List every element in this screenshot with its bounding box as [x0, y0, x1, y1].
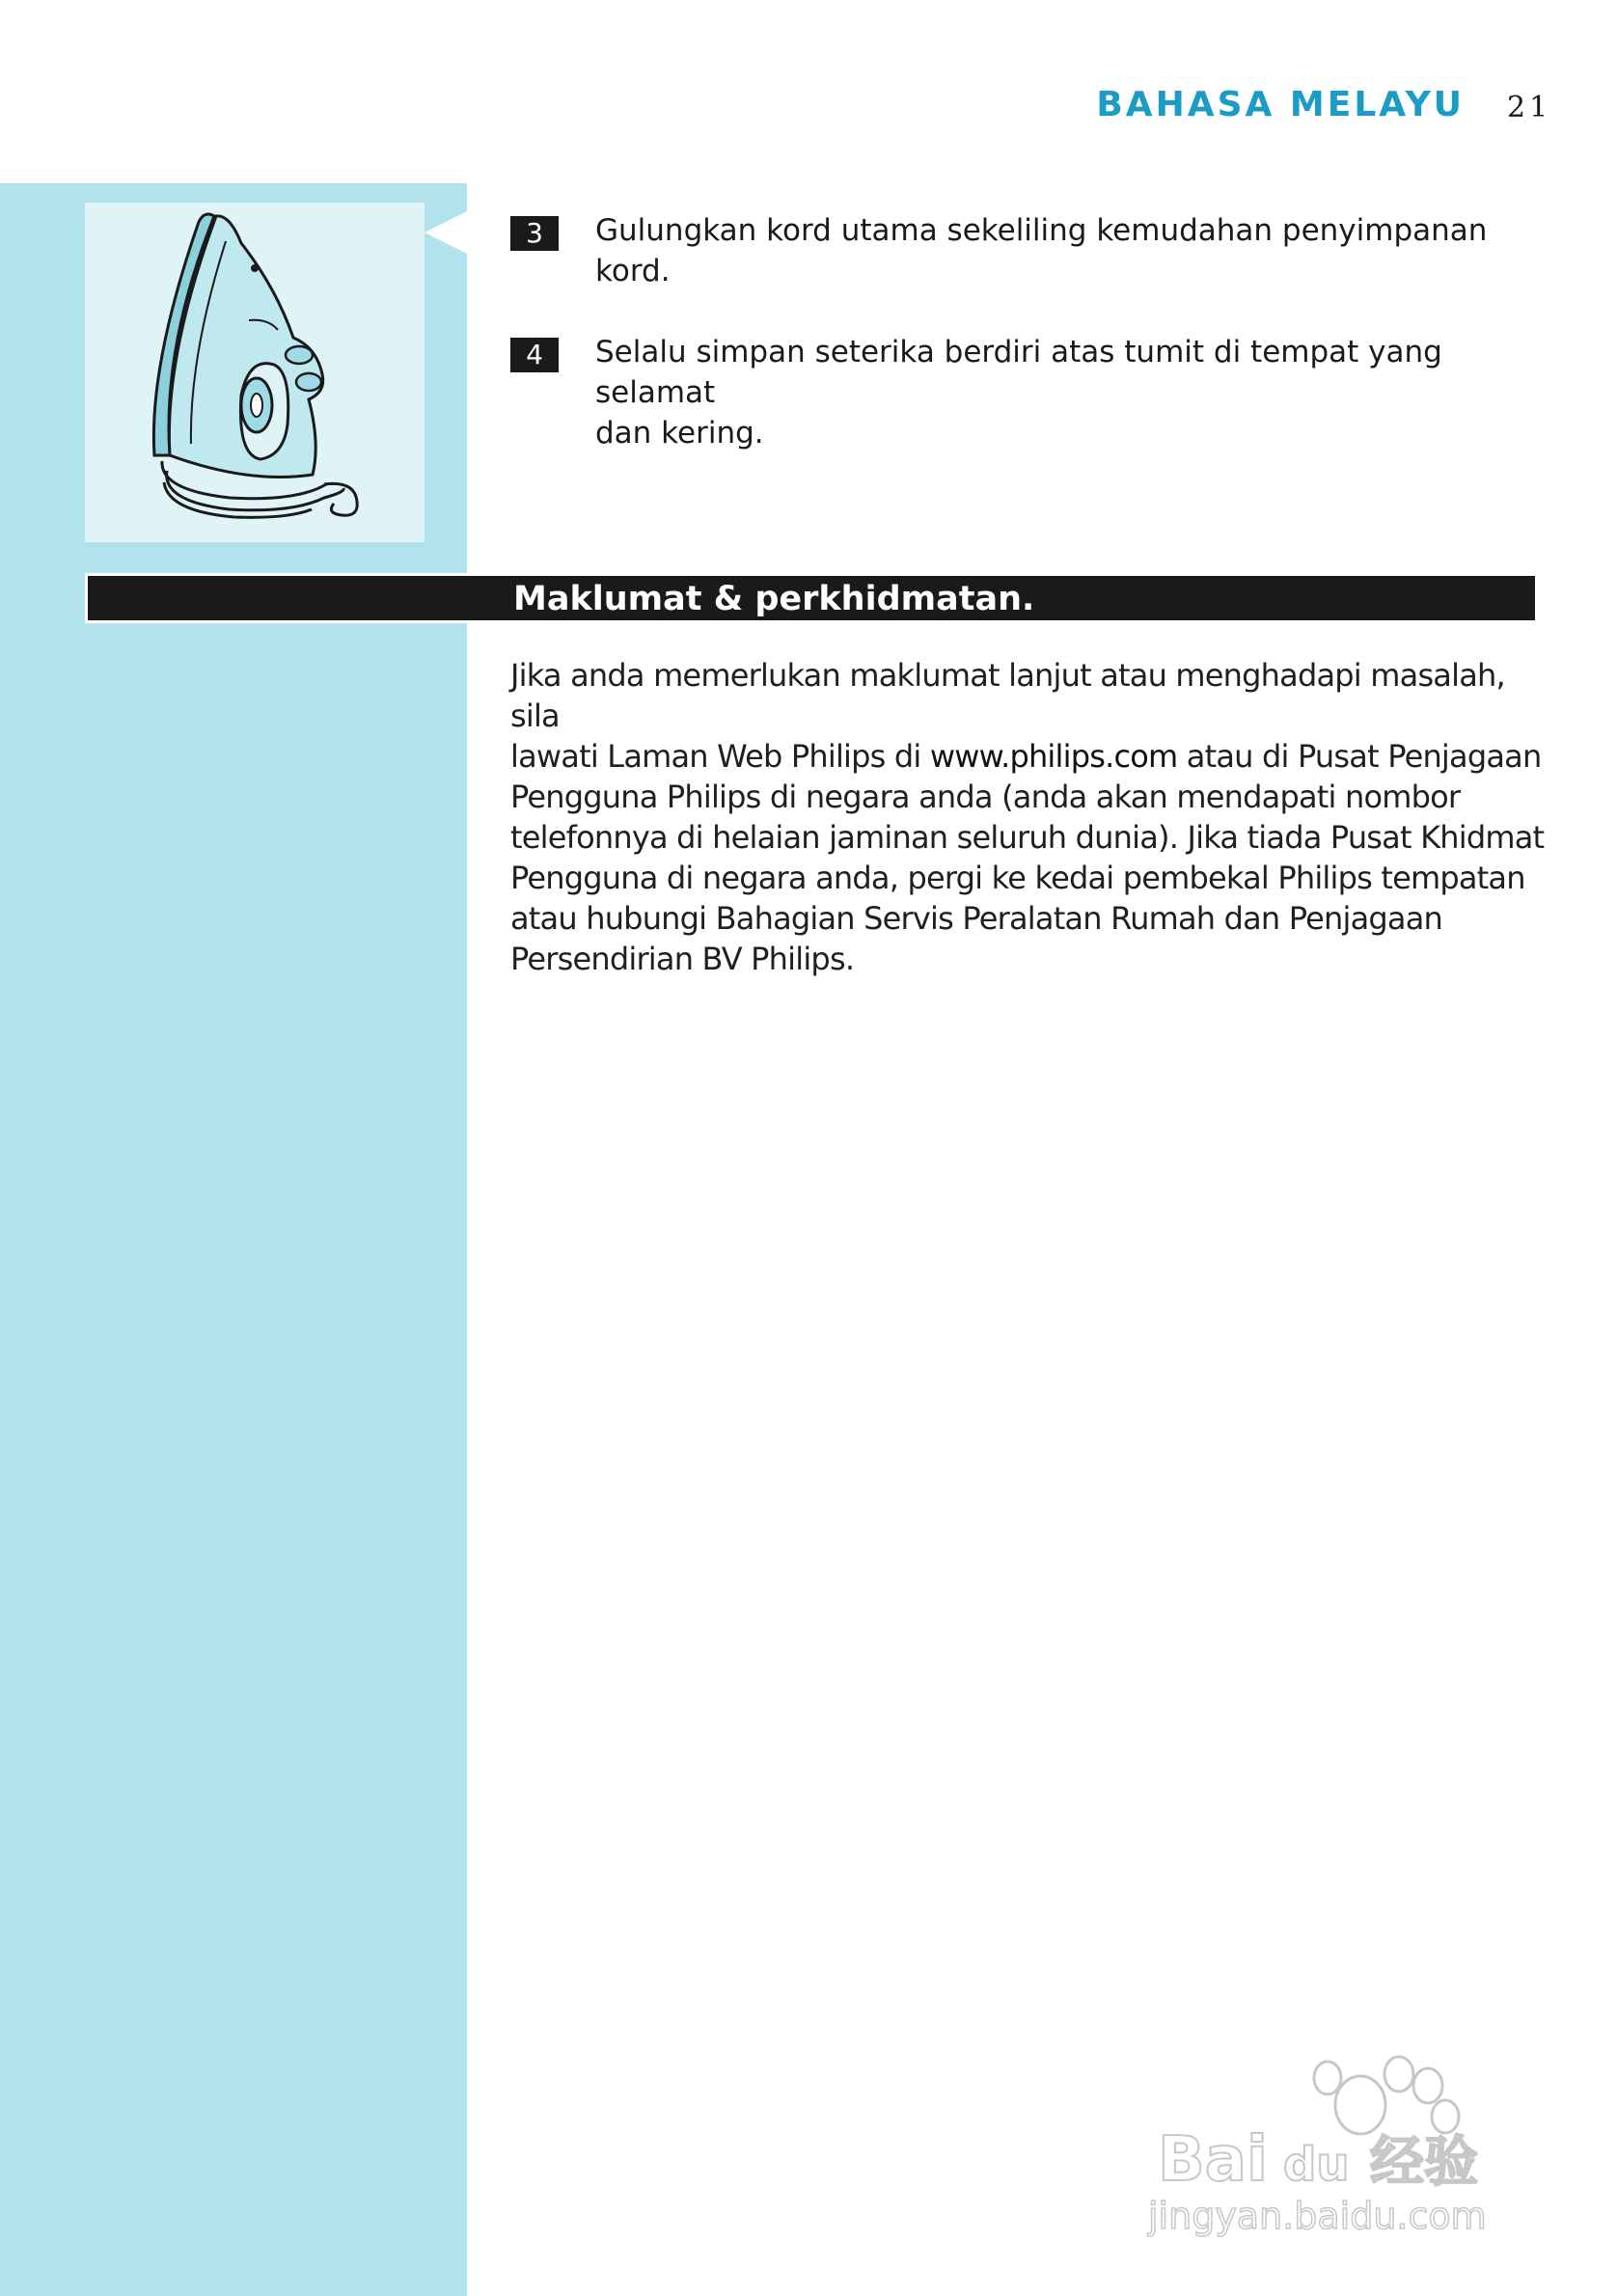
body-line: [510, 736, 1557, 777]
step-4: [510, 332, 1552, 453]
steam-iron-icon: [85, 203, 425, 542]
page-number: 21: [1507, 91, 1552, 124]
step-text-line: Selalu simpan seterika berdiri atas tumit di tempat yang selamat: [595, 335, 1442, 410]
step-text-line: kord.: [595, 254, 671, 288]
website-link[interactable]: www.philips.com: [929, 738, 1178, 775]
step-text: [595, 210, 1552, 291]
body-line-part: lawati Laman Web Philips di: [510, 738, 921, 775]
svg-text:Bai: Bai: [1158, 2124, 1268, 2196]
body-line-part: atau di Pusat Penjagaan: [1186, 738, 1542, 775]
baidu-paw-logo: [1138, 2045, 1544, 2238]
section-body: [510, 655, 1557, 979]
body-line: Pengguna di negara anda, pergi ke kedai pembekal Philips tempatan: [510, 860, 1525, 896]
svg-text:经验: 经验: [1370, 2131, 1478, 2194]
body-line: Persendirian BV Philips.: [510, 941, 855, 977]
step-text-line: dan kering.: [595, 416, 764, 451]
iron-illustration: [85, 203, 425, 542]
header-language: BAHASA MELAYU: [1096, 85, 1465, 124]
step-text: [595, 332, 1552, 453]
body-line: telefonnya di helaian jaminan seluruh dunia). Jika tiada Pusat Khidmat: [510, 819, 1545, 856]
step-number-badge: 4: [510, 338, 559, 372]
illustration-pointer: [425, 211, 467, 254]
body-line: Pengguna Philips di negara anda (anda akan mendapati nombor: [510, 779, 1461, 815]
body-line: Jika anda memerlukan maklumat lanjut atau menghadapi masalah, sila: [510, 657, 1505, 734]
svg-text:du: du: [1283, 2138, 1350, 2192]
step-text-line: Gulungkan kord utama sekeliling kemudahan penyimpanan: [595, 213, 1488, 248]
watermark-url: jingyan.baidu.com: [1148, 2195, 1487, 2237]
section-title: Maklumat & perkhidmatan.: [513, 580, 1035, 618]
step-number-badge: 3: [510, 216, 559, 251]
baidu-watermark: [1138, 2045, 1544, 2238]
body-line: atau hubungi Bahagian Servis Peralatan Rumah dan Penjagaan: [510, 900, 1443, 937]
step-3: [510, 210, 1552, 291]
section-header-bar: [85, 573, 1538, 623]
